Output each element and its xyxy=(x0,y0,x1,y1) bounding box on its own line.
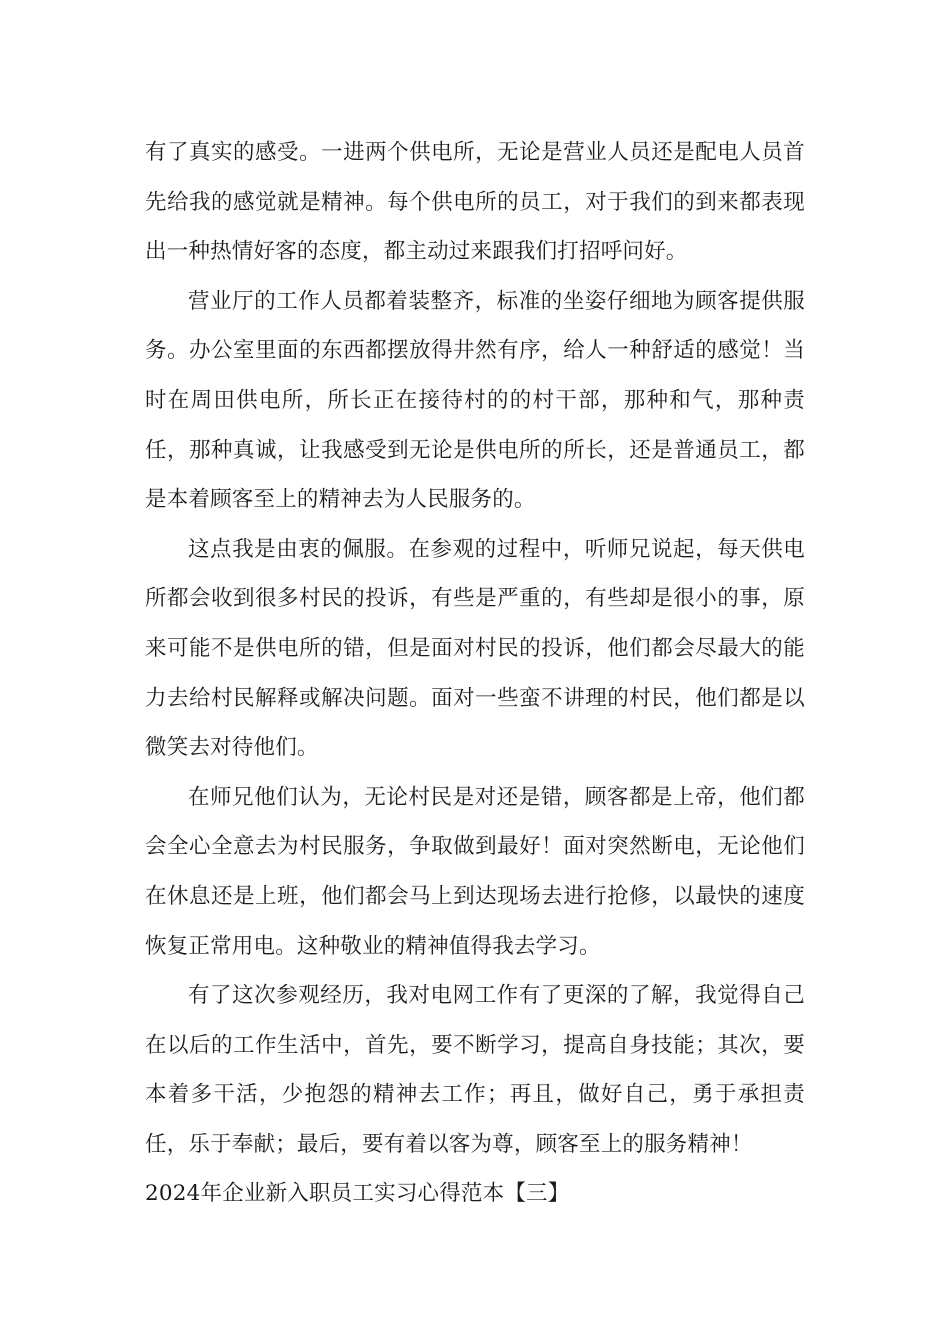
paragraph-senior-view: 在师兄他们认为，无论村民是对还是错，顾客都是上帝，他们都会全心全意去为村民服务，争取做到最好！面对突然断电，无论他们在休息还是上班，他们都会马上到达现场去进行抢修，以最快的速度恢复正常用电。这种敬业的精神值得我去学习。 xyxy=(145,784,805,959)
paragraph-conclusion: 有了这次参观经历，我对电网工作有了更深的了解，我觉得自己在以后的工作生活中，首先，要不断学习，提高自身技能；其次，要本着多干活，少抱怨的精神去工作；再且，做好自己，勇于承担责任，乐于奉献；最后，要有着以客为尊，顾客至上的服务精神！ xyxy=(145,983,805,1157)
paragraph-continuation: 有了真实的感受。一进两个供电所，无论是营业人员还是配电人员首先给我的感觉就是精神。每个供电所的员工，对于我们的到来都表现出一种热情好客的态度，都主动过来跟我们打招呼问好。 xyxy=(145,140,805,265)
section-heading: 2024年企业新入职员工实习心得范本【三】 xyxy=(145,1181,570,1207)
paragraph-admiration: 这点我是由衷的佩服。在参观的过程中，听师兄说起，每天供电所都会收到很多村民的投诉，有些是严重的，有些却是很小的事，原来可能不是供电所的错，但是面对村民的投诉，他们都会尽最大的能力去给村民解释或解决问题。面对一些蛮不讲理的村民，他们都是以微笑去对待他们。 xyxy=(145,536,805,761)
paragraph-service-hall: 营业厅的工作人员都着装整齐，标准的坐姿仔细地为顾客提供服务。办公室里面的东西都摆放得井然有序，给人一种舒适的感觉！当时在周田供电所，所长正在接待村的的村干部，那种和气，那种责任，那种真诚，让我感受到无论是供电所的所长，还是普通员工，都是本着顾客至上的精神去为人民服务的。 xyxy=(145,288,805,513)
document-body xyxy=(145,128,805,1219)
